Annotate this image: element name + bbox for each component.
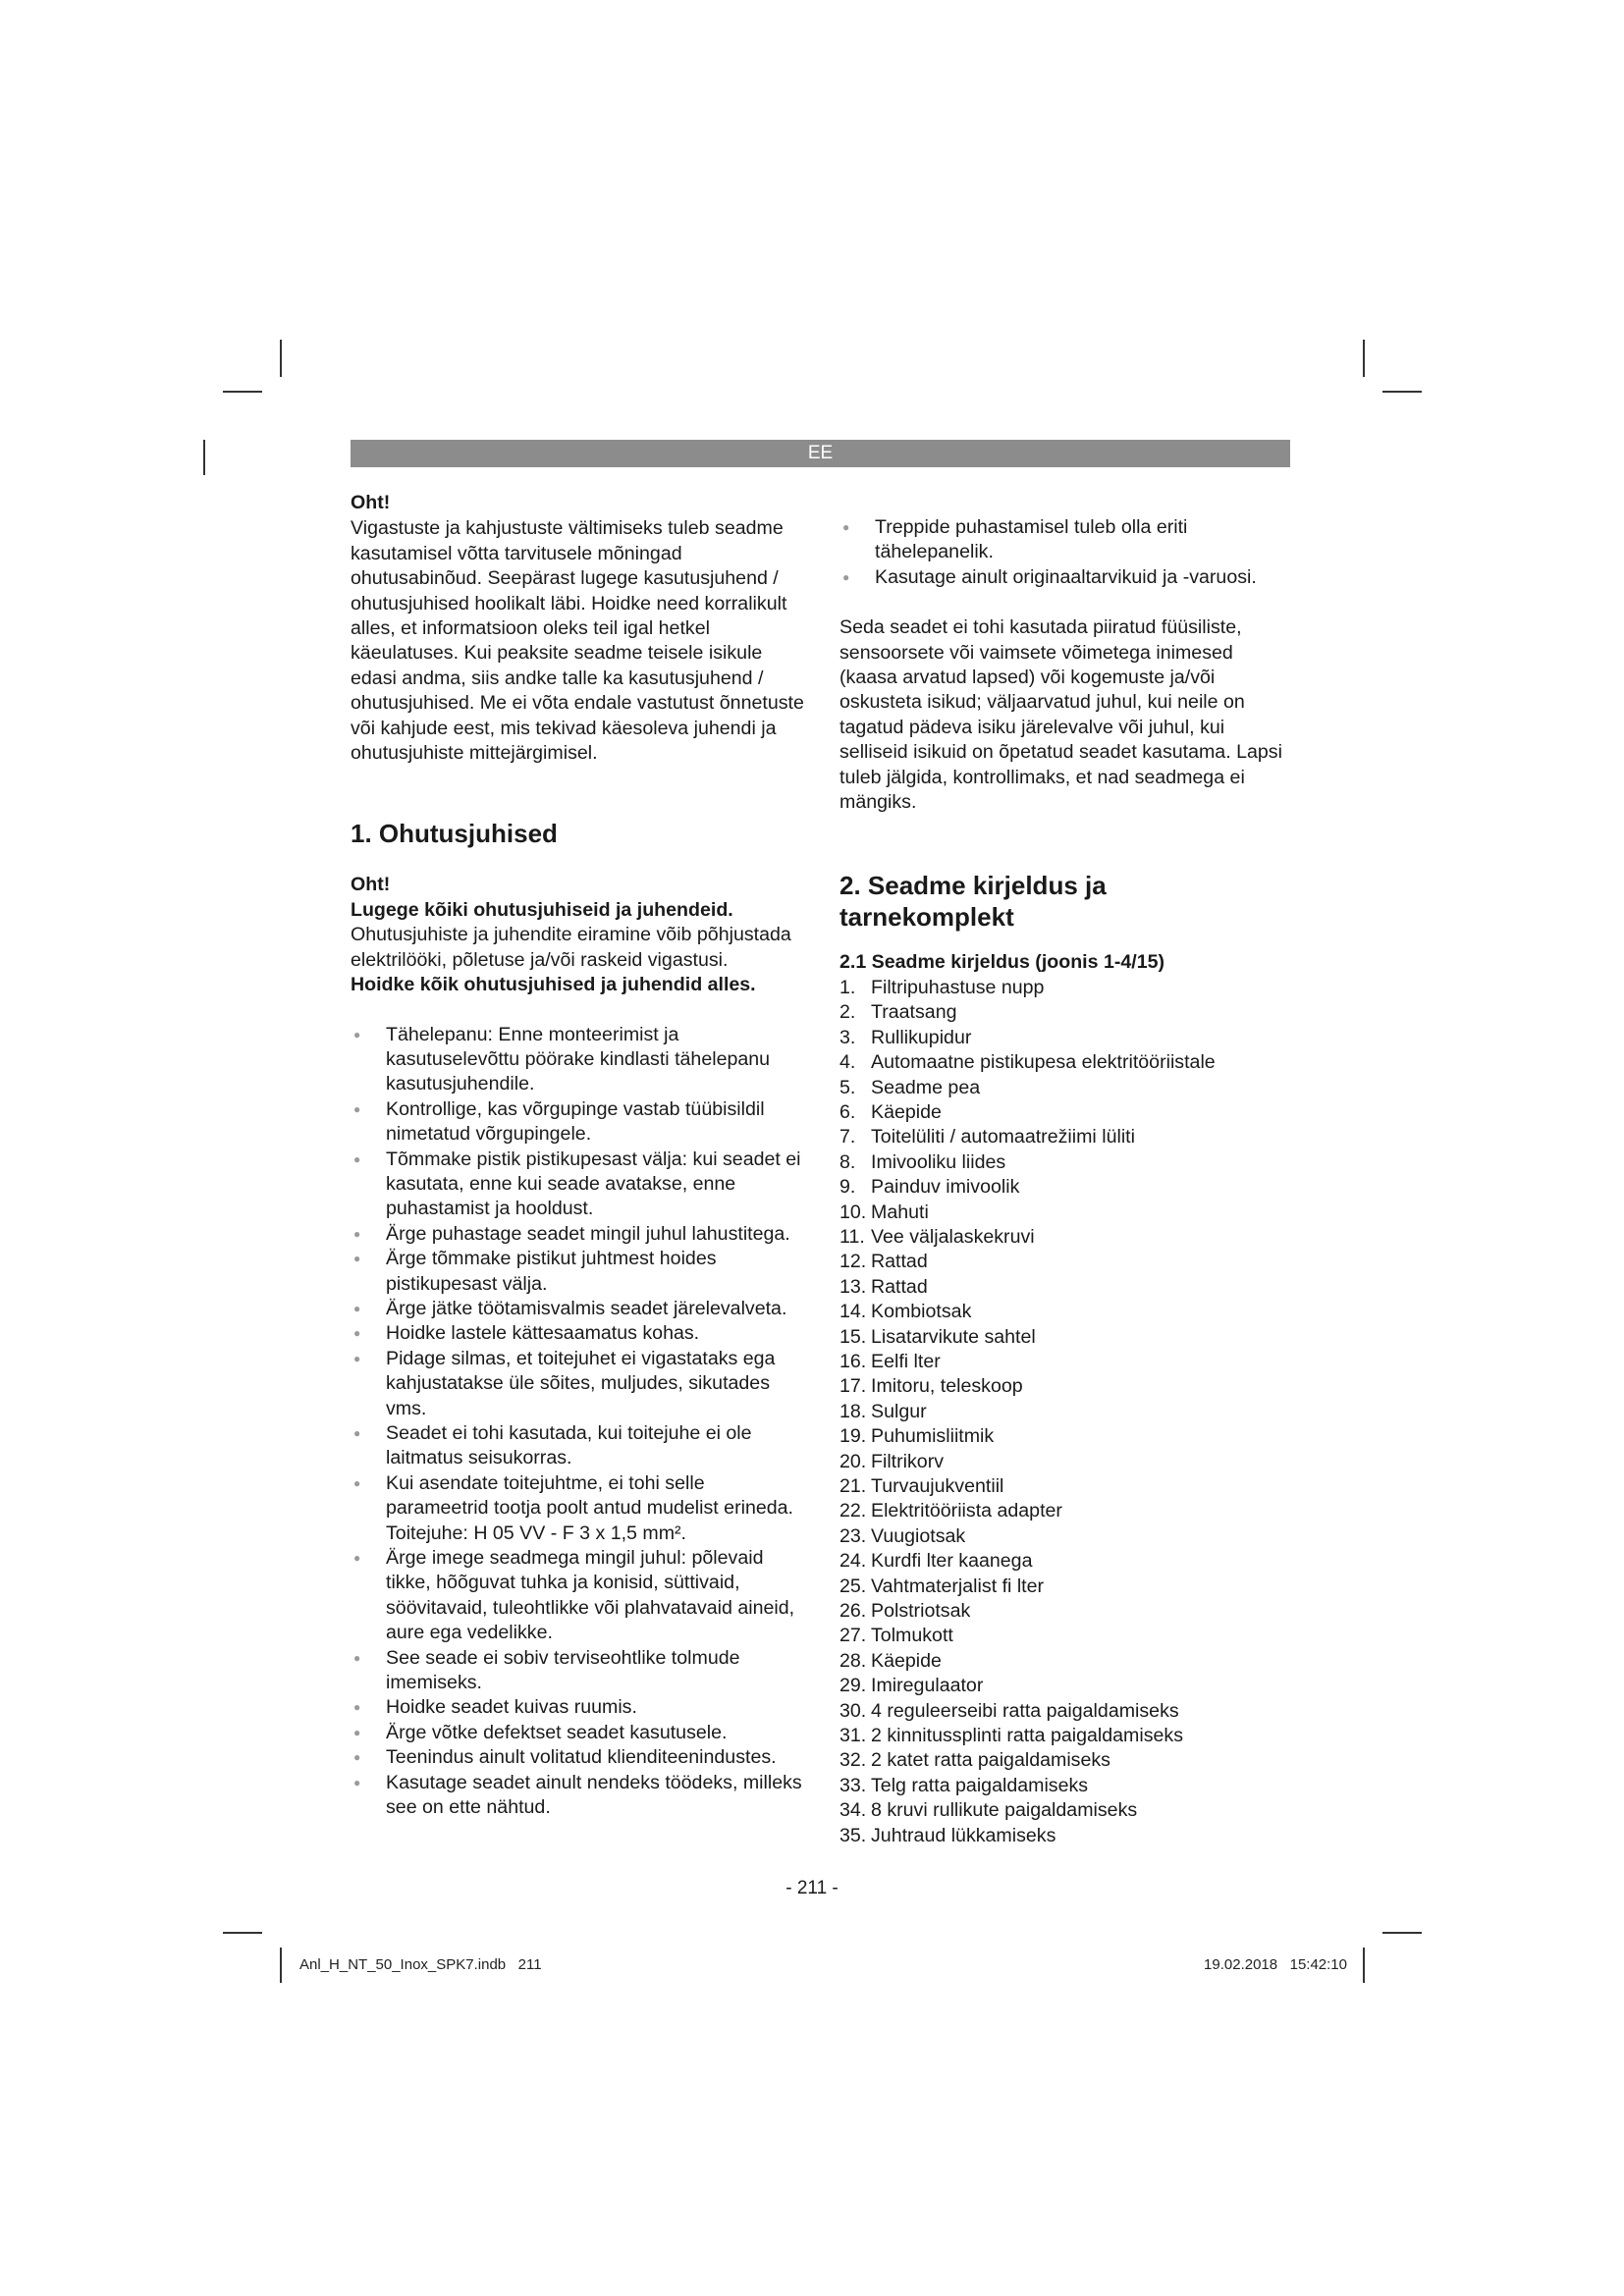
list-item: ● Kui asendate toitejuhtme, ei tohi selle parameetrid tootja poolt antud mudelist erineda. Toitejuhe: H 05 VV - F 3 x 1,5 mm². — [351, 1471, 804, 1546]
footer-file-info: Anl_H_NT_50_Inox_SPK7.indb 211 — [299, 1956, 542, 1973]
list-item: 18. Sulgur — [839, 1400, 927, 1422]
crop-mark — [1363, 1948, 1365, 1983]
footer-datetime: 19.02.2018 15:42:10 — [1204, 1956, 1347, 1973]
list-item: 13. Rattad — [839, 1275, 928, 1298]
list-item: ● Teenindus ainult volitatud klienditeenindustes. — [351, 1745, 804, 1770]
right-column — [839, 515, 1293, 1848]
list-item: 16. Eelfi lter — [839, 1350, 941, 1372]
crop-mark — [203, 440, 205, 475]
list-item: 2. Traatsang — [839, 1001, 957, 1024]
list-item: ● Kasutage seadet ainult nendeks töödeks, milleks see on ette nähtud. — [351, 1771, 804, 1821]
list-item: 12. Rattad — [839, 1251, 928, 1273]
list-item: 20. Filtrikorv — [839, 1450, 945, 1472]
language-code: EE — [807, 443, 834, 463]
safety-bullet-list-continued — [839, 515, 1293, 590]
list-item: 33. Telg ratta paigaldamiseks — [839, 1774, 1089, 1796]
list-item: 26. Polstriotsak — [839, 1600, 971, 1623]
list-item: 6. Käepide — [839, 1100, 942, 1123]
list-item: 35. Juhtraud lükkamiseks — [839, 1824, 1056, 1846]
warning-2-bold-line: Lugege kõiki ohutusjuhiseid ja juhendeid. — [351, 898, 733, 921]
page-number: - 211 - — [785, 1878, 839, 1898]
list-item: 8. Imivooliku liides — [839, 1150, 1006, 1173]
list-item: 34. 8 kruvi rullikute paigaldamiseks — [839, 1799, 1138, 1822]
list-item: 28. Käepide — [839, 1649, 942, 1672]
list-item: 1. Filtripuhastuse nupp — [839, 976, 1045, 998]
list-item: 27. Tolmukott — [839, 1625, 953, 1647]
list-item: ● Tõmmake pistik pistikupesast välja: kui seadet ei kasutata, enne kui seade avatakse, enne puhastamist ja hooldust. — [351, 1148, 804, 1222]
warning-2-text: Ohutusjuhiste ja juhendite eiramine võib põhjustada elektrilööki, põletuse ja/või raskeid vigastusi. — [351, 924, 791, 971]
crop-mark — [1382, 391, 1422, 393]
list-item: ● Kasutage ainult originaaltarvikuid ja -varuosi. — [839, 565, 1293, 590]
warning-title: Oht! — [351, 492, 391, 513]
list-item: 31. 2 kinnitussplinti ratta paigaldamiseks — [839, 1725, 1184, 1747]
list-item: ● Ärge puhastage seadet mingil juhul lahustitega. — [351, 1222, 804, 1247]
list-item: ● See seade ei sobiv terviseohtlike tolmude imemiseks. — [351, 1646, 804, 1696]
list-item: 4. Automaatne pistikupesa elektritööriistale — [839, 1051, 1216, 1074]
list-item: 19. Puhumisliitmik — [839, 1425, 995, 1448]
parts-list — [839, 976, 1293, 1848]
list-item: 21. Turvaujukventiil — [839, 1475, 1004, 1497]
list-item: ● Tähelepanu: Enne monteerimist ja kasutuselevõttu pöörake kindlasti tähelepanu kasutusjuhendile. — [351, 1023, 804, 1097]
left-column — [351, 491, 804, 1821]
list-item: 17. Imitoru, teleskoop — [839, 1375, 1023, 1398]
list-item: 14. Kombiotsak — [839, 1301, 972, 1323]
section-1-title: 1. Ohutusjuhised — [351, 819, 558, 849]
list-item: 25. Vahtmaterjalist fi lter — [839, 1575, 1045, 1597]
list-item: 24. Kurdfi lter kaanega — [839, 1550, 1033, 1573]
warning-2-title: Oht! — [351, 874, 391, 896]
list-item: ● Pidage silmas, et toitejuhet ei vigastataks ega kahjustatakse üle sõites, muljudes, sikutades vms. — [351, 1347, 804, 1421]
list-item: 10. Mahuti — [839, 1201, 929, 1223]
list-item: 23. Vuugiotsak — [839, 1524, 966, 1547]
list-item: 7. Toitelüliti / automaatrežiimi lüliti — [839, 1126, 1135, 1148]
list-item: ● Ärge võtke defektset seadet kasutusele. — [351, 1721, 804, 1745]
supervision-paragraph: Seda seadet ei tohi kasutada piiratud füüsiliste, sensoorsete või vaimsete võimetega inimesed (kaasa arvatud lapsed) või kogemuste ja/või oskusteta isikud; väljaarvatud juhul, kui neile on tagatud pädeva isiku järelevalve või juhul, kui selliseid isikuid on õpetatud seadet kasutama. Lapsi tuleb jälgida, kontrollimaks, et nad seadmega ei mängiks. — [839, 616, 1282, 814]
crop-mark — [1363, 340, 1365, 377]
list-item: ● Treppide puhastamisel tuleb olla eriti tähelepanelik. — [839, 515, 1293, 565]
list-item: 11. Vee väljalaskekruvi — [839, 1225, 1035, 1248]
list-item: ● Hoidke lastele kättesaamatus kohas. — [351, 1321, 804, 1346]
warning-2-bold-line-2: Hoidke kõik ohutusjuhised ja juhendid alles. — [351, 974, 756, 996]
crop-mark — [223, 391, 262, 393]
list-item: 30. 4 reguleerseibi ratta paigaldamiseks — [839, 1699, 1179, 1722]
list-item: ● Hoidke seadet kuivas ruumis. — [351, 1695, 804, 1720]
list-item: ● Kontrollige, kas võrgupinge vastab tüübisildil nimetatud võrgupingele. — [351, 1097, 804, 1148]
list-item: 32. 2 katet ratta paigaldamiseks — [839, 1749, 1110, 1772]
section-2-title: 2. Seadme kirjeldus ja tarnekomplekt — [839, 871, 1107, 933]
list-item: ● Ärge jätke töötamisvalmis seadet järelevalveta. — [351, 1297, 804, 1321]
safety-bullet-list — [351, 1023, 804, 1821]
crop-mark — [223, 1932, 262, 1934]
crop-mark — [1382, 1932, 1422, 1934]
crop-mark — [280, 1948, 282, 1983]
crop-mark — [280, 340, 282, 377]
subsection-2-1-title: 2.1 Seadme kirjeldus (joonis 1-4/15) — [839, 951, 1165, 974]
list-item: ● Seadet ei tohi kasutada, kui toitejuhe ei ole laitmatus seisukorras. — [351, 1421, 804, 1471]
list-item: 22. Elektritööriista adapter — [839, 1500, 1062, 1522]
list-item: 5. Seadme pea — [839, 1076, 981, 1098]
list-item: ● Ärge tõmmake pistikut juhtmest hoides pistikupesast välja. — [351, 1247, 804, 1297]
list-item: 29. Imiregulaator — [839, 1675, 984, 1697]
list-item: 15. Lisatarvikute sahtel — [839, 1325, 1036, 1348]
list-item: 9. Painduv imivoolik — [839, 1176, 1020, 1199]
language-header-bar — [351, 440, 1290, 467]
list-item: 3. Rullikupidur — [839, 1026, 972, 1048]
list-item: ● Ärge imege seadmega mingil juhul: põlevaid tikke, hõõguvat tuhka ja konisid, süttivaid, söövitavaid, tuleohtlikke või plahvatavaid aineid, aure ega vedelikke. — [351, 1546, 804, 1646]
warning-text: Vigastuste ja kahjustuste vältimiseks tuleb seadme kasutamisel võtta tarvitusele mõningad ohutusabinõud. Seepärast lugege kasutusjuhend / ohutusjuhised hoolikalt läbi. Hoidke need korralikult alles, et informatsioon oleks teil igal hetkel käeulatuses. Kui peaksite seadme teisele isikule edasi andma, siis andke talle ka kasutusjuhend / ohutusjuhised. Me ei võta endale vastutust õnnetuste või kahjude eest, mis tekivad käesoleva juhendi ja ohutusjuhiste mittejärgimisel. — [351, 517, 804, 765]
